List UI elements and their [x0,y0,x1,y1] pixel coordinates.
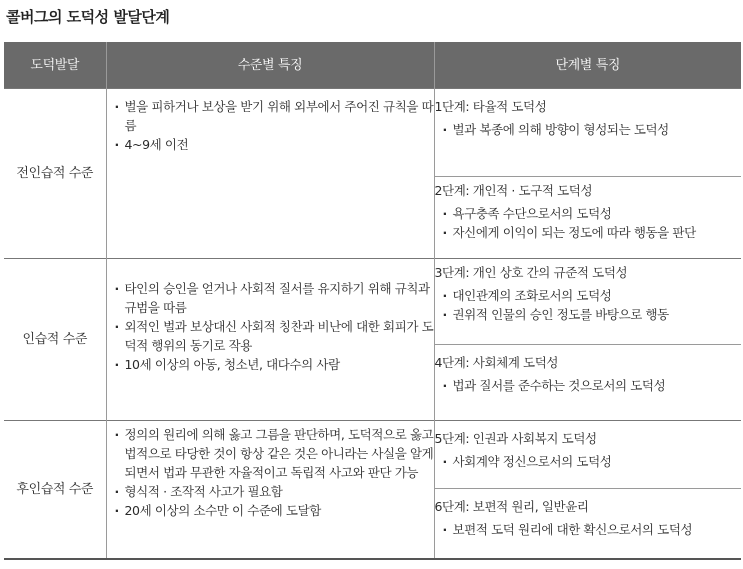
stage-name: 6단계: 보편적 원리, 일반윤리 [434,499,589,514]
list-item: · 외적인 벌과 보상대신 사회적 칭찬과 비난에 대한 회피가 도덕적 행위의 동기로 작용 [113,317,434,355]
list-item: · 형식적 · 조작적 사고가 필요함 [113,482,434,501]
stage-cell [434,489,741,560]
list-item: · 욕구충족 수단으로서의 도덕성 [441,204,742,223]
list-item: · 4~9세 이전 [113,135,434,154]
stage-cell [434,177,741,259]
stage-name: 2단계: 개인적 · 도구적 도덕성 [434,183,593,198]
list-item: · 보편적 도덕 원리에 대한 확신으로서의 도덕성 [441,520,742,539]
stage-name: 4단계: 사회체계 도덕성 [434,355,559,370]
list-item: · 사회계약 정신으로서의 도덕성 [441,452,742,471]
header-level-traits: 수준별 특징 [106,42,434,89]
list-item: · 정의의 원리에 의해 옳고 그름을 판단하며, 도덕적으로 옳고 법적으로 타당한 것이 항상 같은 것은 아니라는 사실을 알게 되면서 법과 무관한 자율적이고 독립적 사고와 판단 가능 [113,425,434,482]
list-item: · 벌과 복종에 의해 방향이 형성되는 도덕성 [441,120,742,139]
stage-name: 5단계: 인권과 사회복지 도덕성 [434,431,597,446]
level-traits [106,421,434,560]
list-item: · 20세 이상의 소수만 이 수준에 도달함 [113,501,434,520]
header-stage-traits: 단계별 특징 [434,42,741,89]
list-item: · 자신에게 이익이 되는 정도에 따라 행동을 판단 [441,223,742,242]
stage-cell [434,89,741,177]
stage-name: 3단계: 개인 상호 간의 규준적 도덕성 [434,265,628,280]
list-item: · 법과 질서를 준수하는 것으로서의 도덕성 [441,376,742,395]
level-traits [106,89,434,259]
list-item: · 10세 이상의 아동, 청소년, 대다수의 사람 [113,355,434,374]
stage-name: 1단계: 타율적 도덕성 [434,99,547,114]
level-name: 인습적 수준 [4,259,106,421]
stage-cell [434,259,741,345]
page-title: 콜버그의 도덕성 발달단계 [6,8,170,26]
level-name: 전인습적 수준 [4,89,106,259]
table-row [4,89,741,177]
list-item: · 권위적 인물의 승인 정도를 바탕으로 행동 [441,305,742,324]
stage-cell [434,421,741,489]
list-item: · 타인의 승인을 얻거나 사회적 질서를 유지하기 위해 규칙과 규범을 따름 [113,279,434,317]
table-row [4,259,741,345]
level-name: 후인습적 수준 [4,421,106,560]
header-row [4,42,741,89]
list-item: · 대인관계의 조화로서의 도덕성 [441,286,742,305]
table-row [4,421,741,489]
list-item: · 벌을 피하거나 보상을 받기 위해 외부에서 주어진 규칙을 따름 [113,97,434,135]
stage-cell [434,345,741,421]
level-traits [106,259,434,421]
kohlberg-stages-table [4,42,741,560]
header-moral-development: 도덕발달 [4,42,106,89]
